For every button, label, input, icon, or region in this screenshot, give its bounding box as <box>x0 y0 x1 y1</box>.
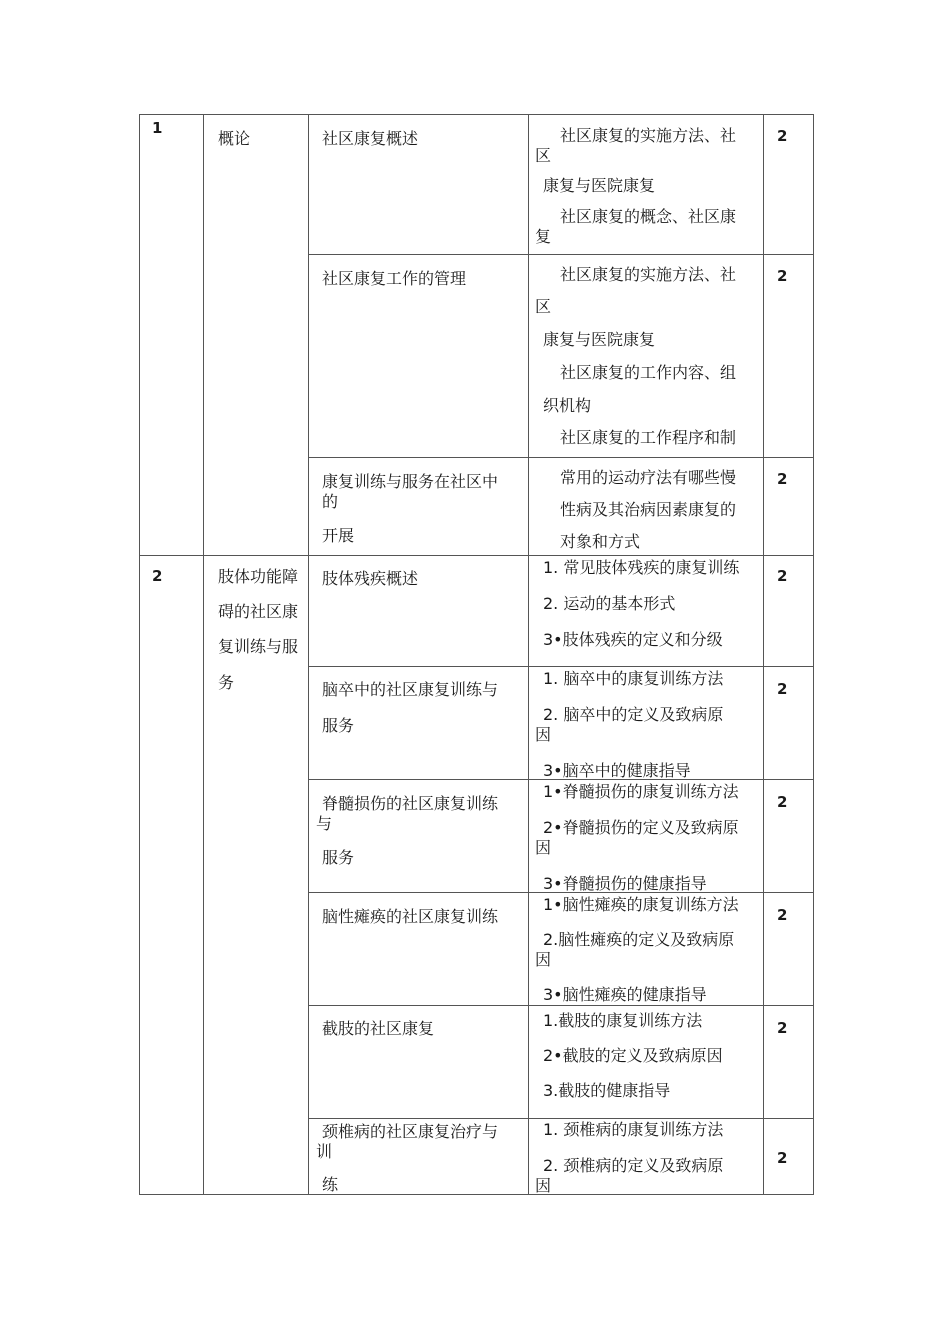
section-content-line: 3•脑卒中的健康指导 <box>543 761 691 780</box>
col-divider-4 <box>763 114 764 1195</box>
section-hours: 2 <box>777 1149 788 1167</box>
section-content-line: 康复与医院康复 <box>543 176 656 195</box>
chapter-title: 肢体功能障 <box>218 567 299 586</box>
section-content-line: 1. 常见肢体残疾的康复训练 <box>543 558 740 577</box>
section-title: 社区康复概述 <box>322 129 419 148</box>
section-content-line: 复 <box>535 227 552 246</box>
section-title: 的 <box>322 492 339 511</box>
col-divider-3 <box>528 114 529 1195</box>
section-content-line: 因 <box>535 725 552 744</box>
section-title: 颈椎病的社区康复治疗与 <box>322 1122 499 1141</box>
section-content-line: 织机构 <box>543 396 592 415</box>
section-content-line: 对象和方式 <box>560 532 641 551</box>
section-title: 脑卒中的社区康复训练与 <box>322 680 499 699</box>
chapter-title: 复训练与服 <box>218 637 299 656</box>
section-title: 开展 <box>322 526 355 545</box>
section-content-line: 2. 颈椎病的定义及致病原 <box>543 1156 724 1175</box>
chapter-title: 务 <box>218 673 235 692</box>
section-content-line: 社区康复的实施方法、社 <box>560 126 737 145</box>
chapter-title: 概论 <box>218 129 251 148</box>
section-content-line: 1.截肢的康复训练方法 <box>543 1011 703 1030</box>
section-title: 与 <box>316 814 333 833</box>
section-hours: 2 <box>777 470 788 488</box>
section-hours: 2 <box>777 1019 788 1037</box>
row-divider <box>308 666 814 667</box>
section-hours: 2 <box>777 267 788 285</box>
section-content-line: 因 <box>535 838 552 857</box>
section-content-line: 3•脑性瘫痪的健康指导 <box>543 985 707 1004</box>
section-content-line: 社区康复的实施方法、社 <box>560 265 737 284</box>
section-content-line: 社区康复的工作内容、组 <box>560 363 737 382</box>
section-title: 脊髓损伤的社区康复训练 <box>322 794 499 813</box>
section-content-line: 3.截肢的健康指导 <box>543 1081 671 1100</box>
section-hours: 2 <box>777 567 788 585</box>
section-content-line: 社区康复的工作程序和制 <box>560 428 737 447</box>
section-title: 脑性瘫痪的社区康复训练 <box>322 907 499 926</box>
section-content-line: 1. 颈椎病的康复训练方法 <box>543 1120 724 1139</box>
section-title: 服务 <box>322 848 355 867</box>
section-content-line: 因 <box>535 1176 552 1195</box>
section-hours: 2 <box>777 127 788 145</box>
section-content-line: 性病及其治病因素康复的 <box>560 500 737 519</box>
section-content-line: 3•肢体残疾的定义和分级 <box>543 630 723 649</box>
section-title: 肢体残疾概述 <box>322 569 419 588</box>
section-content-line: 因 <box>535 950 552 969</box>
chapter-title: 碍的社区康 <box>218 602 299 621</box>
row-divider <box>308 457 814 458</box>
section-content-line: 区 <box>535 297 552 316</box>
section-content-line: 常用的运动疗法有哪些慢 <box>560 468 737 487</box>
section-title: 训 <box>316 1142 333 1161</box>
chapter-number: 2 <box>152 567 163 585</box>
section-content-line: 2.脑性瘫痪的定义及致病原 <box>543 930 735 949</box>
section-content-line: 1. 脑卒中的康复训练方法 <box>543 669 724 688</box>
section-hours: 2 <box>777 680 788 698</box>
section-title: 社区康复工作的管理 <box>322 269 467 288</box>
section-content-line: 2•截肢的定义及致病原因 <box>543 1046 723 1065</box>
row-divider <box>139 555 814 556</box>
section-hours: 2 <box>777 793 788 811</box>
row-divider <box>308 1005 814 1006</box>
section-content-line: 1•脊髓损伤的康复训练方法 <box>543 782 739 801</box>
col-divider-1 <box>203 114 204 1195</box>
col-divider-2 <box>308 114 309 1195</box>
section-content-line: 2•脊髓损伤的定义及致病原 <box>543 818 739 837</box>
section-content-line: 区 <box>535 146 552 165</box>
section-content-line: 社区康复的概念、社区康 <box>560 207 737 226</box>
row-divider <box>308 1118 814 1119</box>
section-content-line: 1•脑性瘫痪的康复训练方法 <box>543 895 739 914</box>
section-content-line: 2. 脑卒中的定义及致病原 <box>543 705 724 724</box>
section-title: 服务 <box>322 716 355 735</box>
row-divider <box>308 254 814 255</box>
section-hours: 2 <box>777 906 788 924</box>
section-title: 康复训练与服务在社区中 <box>322 472 499 491</box>
section-content-line: 康复与医院康复 <box>543 330 656 349</box>
section-content-line: 3•脊髓损伤的健康指导 <box>543 874 707 893</box>
chapter-number: 1 <box>152 119 163 137</box>
section-title: 截肢的社区康复 <box>322 1019 435 1038</box>
section-title: 练 <box>322 1175 339 1194</box>
section-content-line: 2. 运动的基本形式 <box>543 594 676 613</box>
